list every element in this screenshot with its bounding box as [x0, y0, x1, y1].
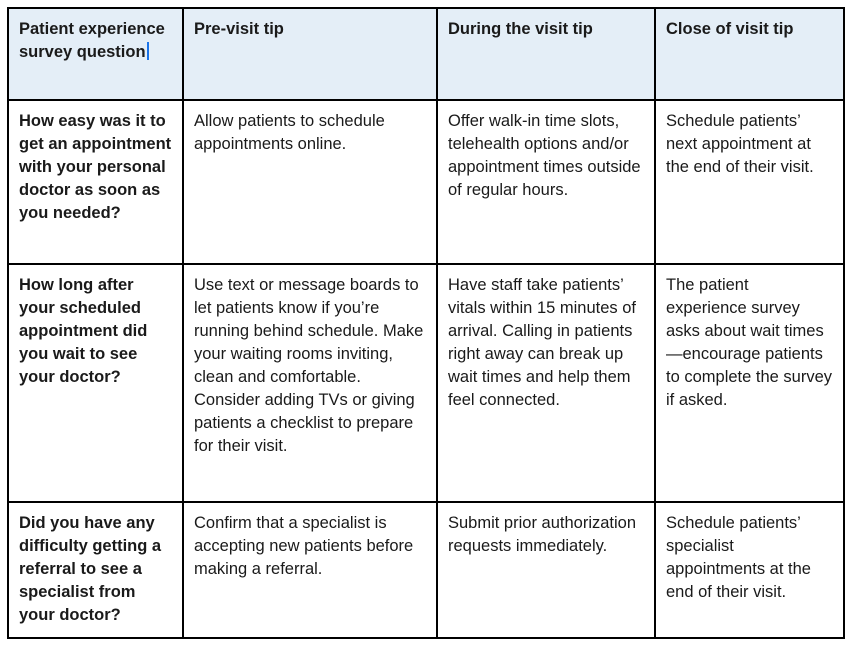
header-cell-during-visit[interactable] — [437, 8, 655, 100]
table-row-appointment-ease — [8, 100, 844, 264]
during-visit-tip-cell[interactable]: Offer walk-in time slots, telehealth options and/or appointment times outside of regular hours. — [437, 100, 655, 264]
question-cell[interactable]: Did you have any difficulty getting a referral to see a specialist from your doctor? — [8, 502, 183, 638]
during-visit-tip-cell[interactable]: Have staff take patients’ vitals within 15 minutes of arrival. Calling in patients right away can break up wait times and help them feel connected. — [437, 264, 655, 502]
patient-experience-tips-table — [7, 7, 845, 639]
header-cell-close-of-visit[interactable] — [655, 8, 844, 100]
header-cell-pre-visit[interactable] — [183, 8, 437, 100]
pre-visit-tip-cell[interactable]: Allow patients to schedule appointments online. — [183, 100, 437, 264]
question-cell[interactable]: How long after your scheduled appointment did you wait to see your doctor? — [8, 264, 183, 502]
close-of-visit-tip-cell[interactable]: Schedule patients’ next appointment at the end of their visit. — [655, 100, 844, 264]
close-of-visit-tip-cell[interactable]: Schedule patients’ specialist appointments at the end of their visit. — [655, 502, 844, 638]
header-label-close-of-visit: Close of visit tip — [666, 20, 794, 38]
close-of-visit-tip-cell[interactable]: The patient experience survey asks about wait times—encourage patients to complete the survey if asked. — [655, 264, 844, 502]
header-label-during-visit: During the visit tip — [448, 20, 593, 38]
header-label-pre-visit: Pre-visit tip — [194, 20, 284, 38]
header-cell-survey-question[interactable] — [8, 8, 183, 100]
pre-visit-tip-cell[interactable]: Use text or message boards to let patients know if you’re running behind schedule. Make your waiting rooms inviting, clean and comfortable. Consider adding TVs or giving patients a checklist to prepare for their visit. — [183, 264, 437, 502]
pre-visit-tip-cell[interactable]: Confirm that a specialist is accepting new patients before making a referral. — [183, 502, 437, 638]
table-row-wait-time — [8, 264, 844, 502]
header-row — [8, 8, 844, 100]
question-cell[interactable]: How easy was it to get an appointment with your personal doctor as soon as you needed? — [8, 100, 183, 264]
header-label-survey-question: Patient experience survey question — [19, 20, 165, 61]
text-caret — [147, 42, 149, 60]
during-visit-tip-cell[interactable]: Submit prior authorization requests immediately. — [437, 502, 655, 638]
table-row-referral — [8, 502, 844, 638]
